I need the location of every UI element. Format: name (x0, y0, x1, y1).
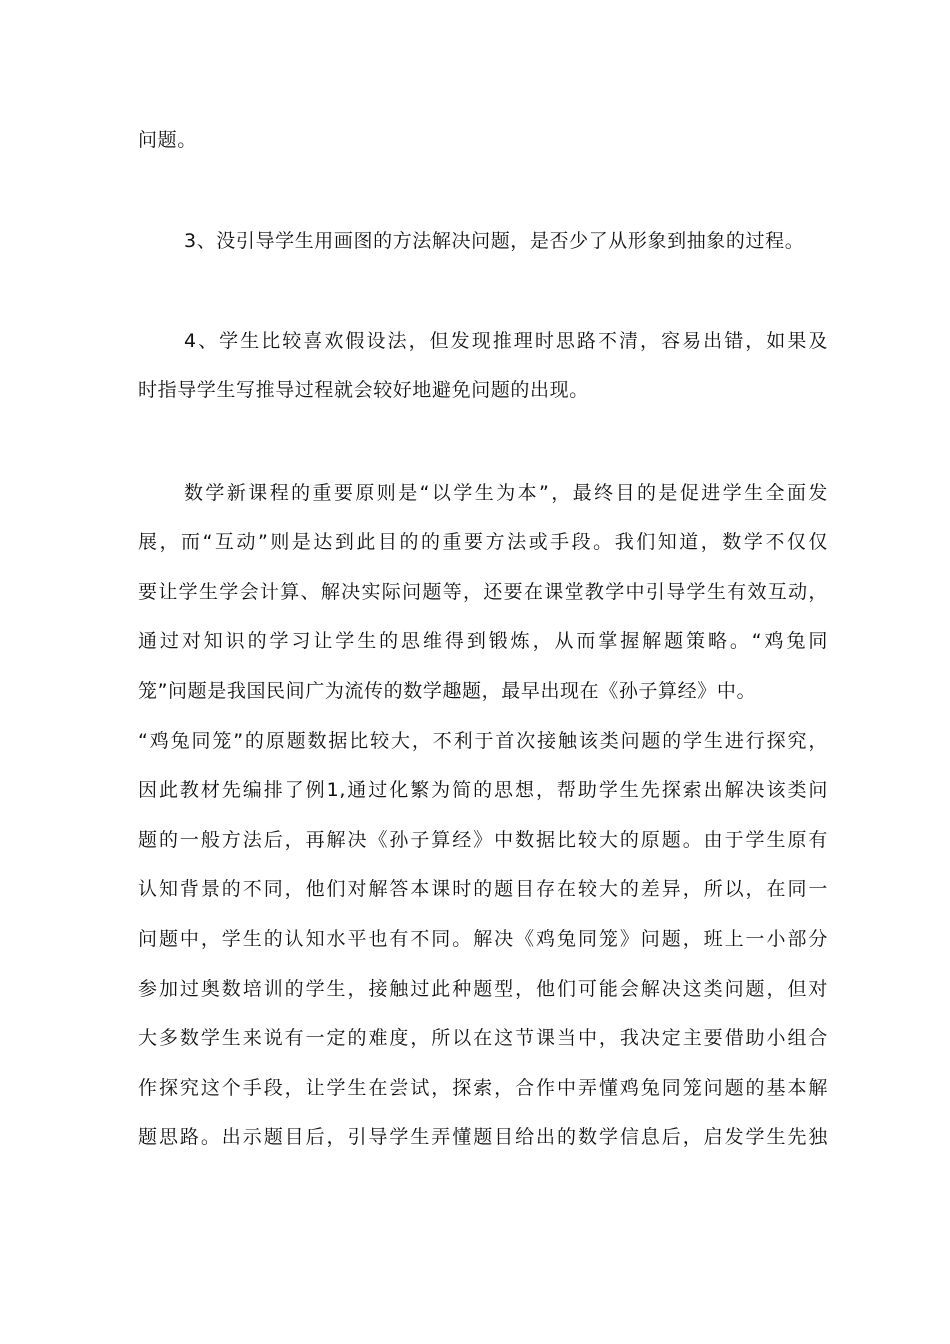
paragraph-line: “鸡兔同笼”的原题数据比较大，不利于首次接触该类问题的学生进行探究， (138, 730, 828, 752)
paragraph-line: 要让学生学会计算、解决实际问题等，还要在课堂教学中引导学生有效互动， (138, 581, 828, 603)
paragraph-line: 通过对知识的学习让学生的思维得到锻炼，从而掌握解题策略。“鸡兔同 (138, 630, 828, 652)
paragraph-line: 时指导学生写推导过程就会较好地避免问题的出现。 (138, 379, 589, 401)
paragraph-line: 数学新课程的重要原则是“以学生为本”，最终目的是促进学生全面发 (184, 482, 828, 504)
paragraph-line: 笼”问题是我国民间广为流传的数学趣题，最早出现在《孙子算经》中。 (138, 680, 757, 702)
paragraph-line: 题思路。出示题目后，引导学生弄懂题目给出的数学信息后，启发学生先独 (138, 1126, 828, 1148)
paragraph-line: 参加过奥数培训的学生，接触过此种题型，他们可能会解决这类问题，但对 (138, 978, 828, 1000)
paragraph-line: 问题。 (138, 129, 197, 151)
paragraph-line: 4、学生比较喜欢假设法，但发现推理时思路不清，容易出错，如果及 (184, 330, 828, 352)
paragraph-line: 题的一般方法后，再解决《孙子算经》中数据比较大的原题。由于学生原有 (138, 829, 828, 851)
paragraph-line: 展，而“互动”则是达到此目的的重要方法或手段。我们知道，数学不仅仅 (138, 531, 828, 553)
paragraph-line: 大多数学生来说有一定的难度，所以在这节课当中，我决定主要借助小组合 (138, 1027, 828, 1049)
paragraph-line: 作探究这个手段，让学生在尝试，探索，合作中弄懂鸡兔同笼问题的基本解 (138, 1077, 828, 1099)
paragraph-line: 3、没引导学生用画图的方法解决问题，是否少了从形象到抽象的过程。 (184, 230, 805, 252)
paragraph-line: 问题中，学生的认知水平也有不同。解决《鸡兔同笼》问题，班上一小部分 (138, 928, 828, 950)
paragraph-line: 认知背景的不同，他们对解答本课时的题目存在较大的差异，所以，在同一 (138, 878, 828, 900)
paragraph-line: 因此教材先编排了例1,通过化繁为简的思想，帮助学生先探索出解决该类问 (138, 779, 828, 801)
